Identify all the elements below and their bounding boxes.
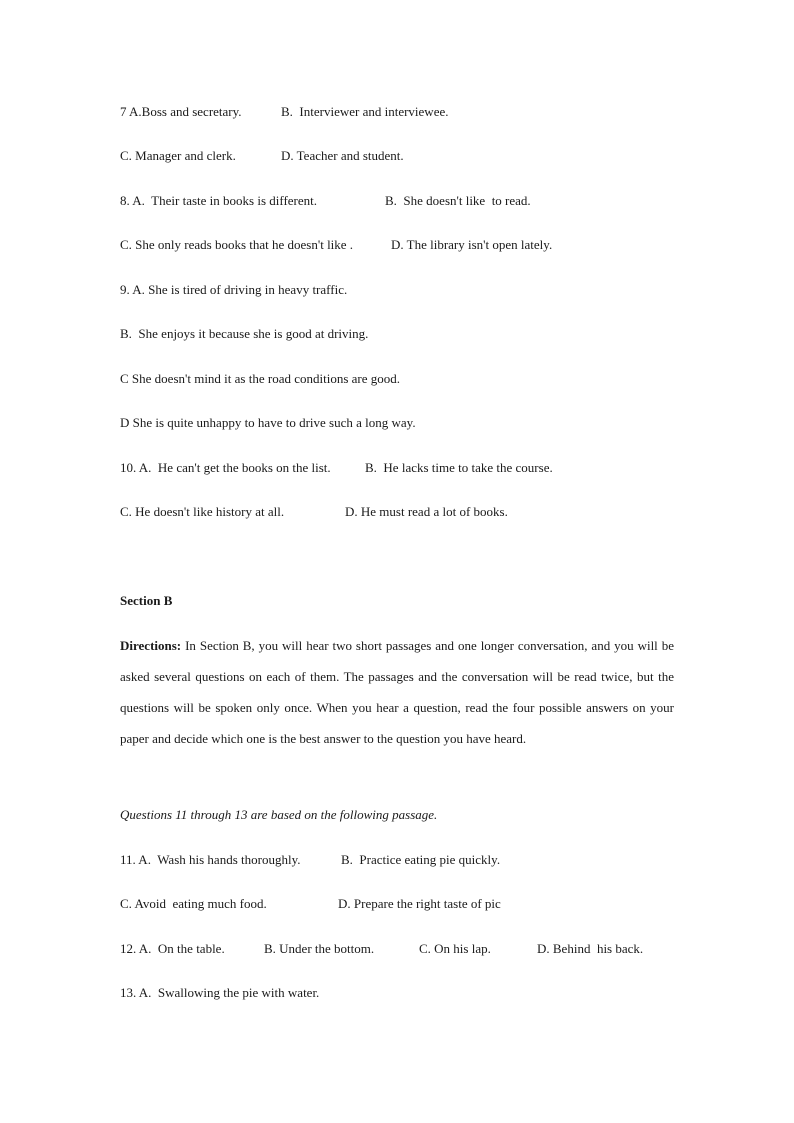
q9-option-c: C She doesn't mind it as the road conditions are good. bbox=[120, 371, 400, 386]
q9-option-b: B. She enjoys it because she is good at driving. bbox=[120, 326, 369, 341]
q7-option-b: B. Interviewer and interviewee. bbox=[281, 104, 449, 119]
q10-option-a: 10. A. He can't get the books on the list. bbox=[120, 460, 331, 475]
q7-option-a: 7 A.Boss and secretary. bbox=[120, 104, 242, 119]
section-b-title: Section B bbox=[120, 593, 173, 608]
q11-option-c: C. Avoid eating much food. bbox=[120, 896, 267, 911]
q8-option-b: B. She doesn't like to read. bbox=[385, 193, 531, 208]
directions-paragraph bbox=[120, 630, 674, 754]
q7-option-c: C. Manager and clerk. bbox=[120, 148, 236, 163]
directions-label: Directions: bbox=[120, 638, 182, 653]
q11-option-b: B. Practice eating pie quickly. bbox=[341, 852, 501, 867]
q11-option-a: 11. A. Wash his hands thoroughly. bbox=[120, 852, 301, 867]
q8-option-a: 8. A. Their taste in books is different. bbox=[120, 193, 318, 208]
q7-option-d: D. Teacher and student. bbox=[281, 148, 404, 163]
q9-option-d: D She is quite unhappy to have to drive such a long way. bbox=[120, 415, 416, 430]
passage-intro: Questions 11 through 13 are based on the following passage. bbox=[120, 807, 438, 822]
q12-option-b: B. Under the bottom. bbox=[264, 941, 375, 956]
q8-option-c: C. She only reads books that he doesn't like . bbox=[120, 237, 354, 252]
q12-option-c: C. On his lap. bbox=[419, 941, 491, 956]
directions-text: In Section B, you will hear two short passages and one longer conversation, and you will be asked several questions on each of them. The passages and the conversation will be read twice, but the questions will be spoken only once. When you hear a question, read the four possible answers on your paper and decide which one is the best answer to the question you have heard. bbox=[120, 638, 674, 746]
q10-option-d: D. He must read a lot of books. bbox=[345, 504, 508, 519]
q12-option-d: D. Behind his back. bbox=[537, 941, 644, 956]
q11-option-d: D. Prepare the right taste of pic bbox=[338, 896, 501, 911]
q10-option-c: C. He doesn't like history at all. bbox=[120, 504, 285, 519]
q13-option-a: 13. A. Swallowing the pie with water. bbox=[120, 985, 320, 1000]
q10-option-b: B. He lacks time to take the course. bbox=[365, 460, 553, 475]
q9-option-a: 9. A. She is tired of driving in heavy traffic. bbox=[120, 282, 348, 297]
q8-option-d: D. The library isn't open lately. bbox=[391, 237, 553, 252]
q12-option-a: 12. A. On the table. bbox=[120, 941, 225, 956]
